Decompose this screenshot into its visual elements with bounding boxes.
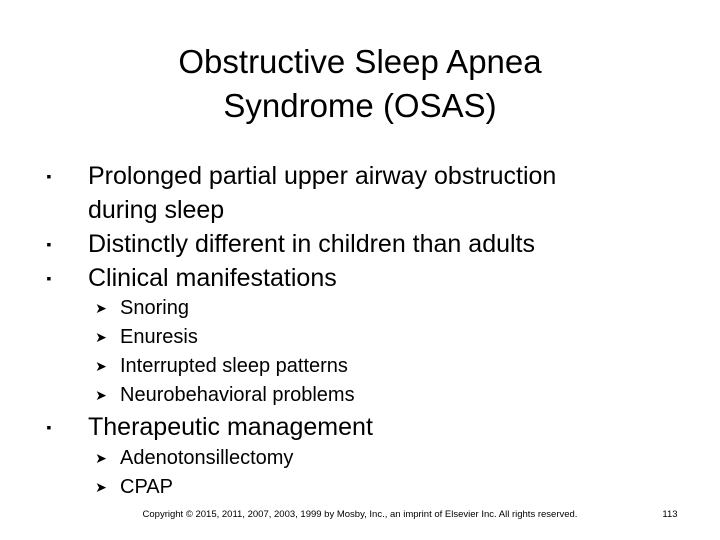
arrowhead-icon: ➤ <box>95 300 107 316</box>
bullet-item <box>46 227 535 261</box>
title-line-1: Obstructive Sleep Apnea <box>178 43 542 80</box>
bullet-square-icon: ▪ <box>46 419 52 435</box>
sub-bullet-text: CPAP <box>120 476 173 498</box>
bullet-text: Prolonged partial upper airway obstruction <box>88 162 557 190</box>
sub-bullet-item <box>95 381 355 410</box>
bullet-square-icon: ▪ <box>46 236 52 252</box>
bullet-item <box>46 159 557 227</box>
sub-bullet-text: Snoring <box>120 297 189 319</box>
sub-bullet-item <box>95 473 173 502</box>
arrowhead-icon: ➤ <box>95 358 107 374</box>
sub-bullet-text: Neurobehavioral problems <box>120 384 355 406</box>
arrowhead-icon: ➤ <box>95 329 107 345</box>
sub-bullet-item <box>95 323 198 352</box>
arrowhead-icon: ➤ <box>95 387 107 403</box>
bullet-item <box>46 410 373 444</box>
bullet-square-icon: ▪ <box>46 270 52 286</box>
bullet-text-continued: during sleep <box>88 196 225 224</box>
sub-bullet-item <box>95 352 348 381</box>
copyright-footer: Copyright © 2015, 2011, 2007, 2003, 1999 by Mosby, Inc., an imprint of Elsevier Inc. All rights reserved. <box>142 509 578 520</box>
sub-bullet-item <box>95 444 294 473</box>
sub-bullet-text: Interrupted sleep patterns <box>120 355 348 377</box>
bullet-text: Clinical manifestations <box>88 264 337 292</box>
bullet-square-icon: ▪ <box>46 168 52 184</box>
title-line-2: Syndrome (OSAS) <box>223 87 497 124</box>
bullet-text: Therapeutic management <box>88 413 373 441</box>
sub-bullet-text: Adenotonsillectomy <box>120 447 294 469</box>
bullet-item <box>46 261 337 295</box>
sub-bullet-text: Enuresis <box>120 326 198 348</box>
arrowhead-icon: ➤ <box>95 479 107 495</box>
sub-bullet-item <box>95 294 189 323</box>
bullet-text: Distinctly different in children than adults <box>88 230 535 258</box>
page-number: 113 <box>662 509 678 520</box>
arrowhead-icon: ➤ <box>95 450 107 466</box>
